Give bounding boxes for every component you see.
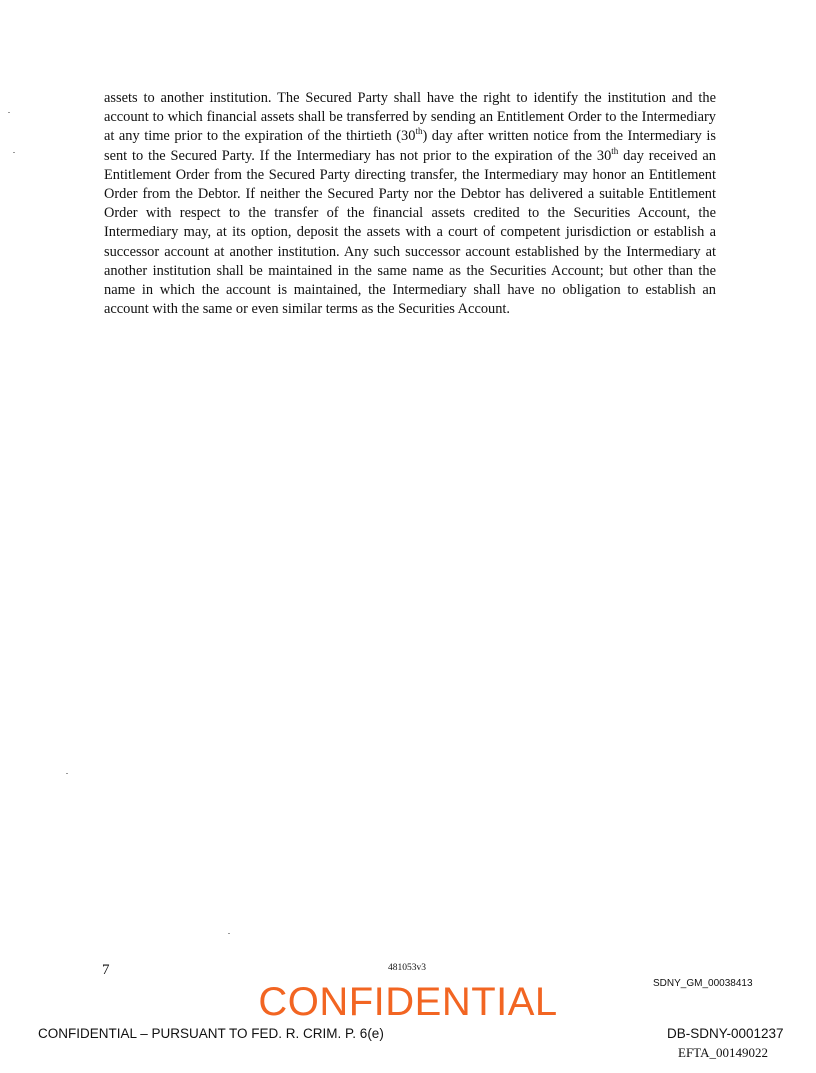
body-text-part-2: ) day after written notice from the Intermediary is sent to the Secured Party. If the Intermediary has not prior to the expiration of the 30 xyxy=(104,128,716,164)
bates-number-db: DB-SDNY-0001237 xyxy=(667,1026,784,1041)
scan-speck xyxy=(66,773,68,774)
body-paragraph xyxy=(104,89,716,319)
scan-speck xyxy=(8,112,10,113)
superscript-th-2: th xyxy=(611,145,619,156)
bates-number-sdny: SDNY_GM_00038413 xyxy=(653,978,753,989)
page-number: 7 xyxy=(102,962,110,978)
confidential-stamp: CONFIDENTIAL xyxy=(258,980,558,1024)
body-text-part-3: day received an Entitlement Order from the Secured Party directing transfer, the Intermediary may honor an Entitlement Order from the Debtor. If neither the Secured Party nor the Debtor has delivered a suitable Entitlement Order with respect to the transfer of the financial assets credited to the Securities Account, the Intermediary may, at its option, deposit the assets with a court of competent jurisdiction or establish a successor account at another institution. Any such successor account established by the Intermediary at another institution shall be maintained in the same name as the Securities Account; but other than the name in which the account is maintained, the Intermediary shall have no obligation to establish an account with the same or even similar terms as the Securities Account. xyxy=(104,147,716,318)
scan-speck xyxy=(13,152,15,153)
scan-speck xyxy=(228,933,230,934)
efta-id: EFTA_00149022 xyxy=(678,1045,768,1060)
superscript-th-1: th xyxy=(415,126,423,137)
confidentiality-legend: CONFIDENTIAL – PURSUANT TO FED. R. CRIM. P. 6(e) xyxy=(38,1026,384,1041)
body-text-part-1: assets to another institution. The Secured Party shall have the right to identify the institution and the account to which financial assets shall be transferred by sending an Entitlement Order to the Intermediary at any time prior to the expiration of the thirtieth (30 xyxy=(104,90,716,145)
document-id: 481053v3 xyxy=(388,963,426,973)
